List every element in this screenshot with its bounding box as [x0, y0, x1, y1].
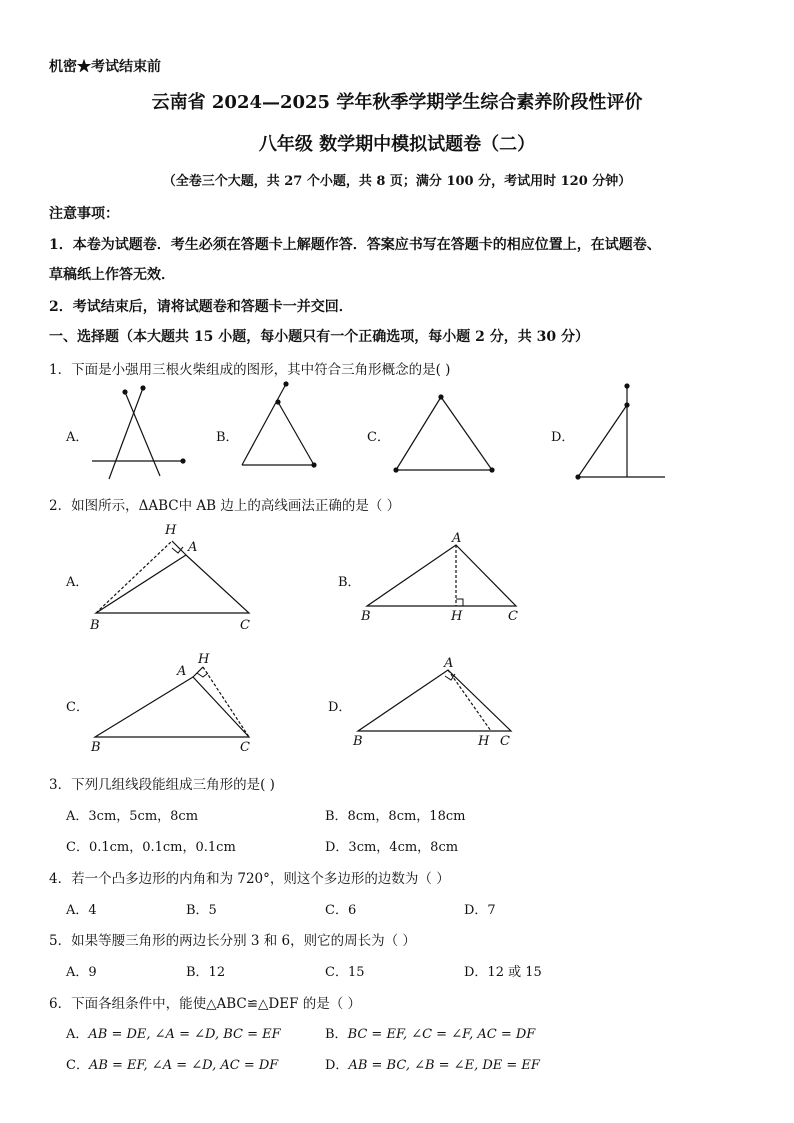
q2-figure-a: [96, 541, 249, 613]
q2-figure-c: [95, 667, 249, 737]
q4-option-b: B．5: [186, 903, 217, 918]
q5-stem: 5．如果等腰三角形的两边长分别 3 和 6，则它的周长为（ ）: [49, 933, 416, 949]
q4-option-c: C．6: [325, 903, 357, 918]
q2-stem: 2．如图所示，ΔABC中 AB 边上的高线画法正确的是（ ）: [49, 498, 401, 514]
q1-figure-c: [394, 395, 494, 472]
q2-label-c: C．: [66, 700, 89, 715]
q2a-point-a: A: [188, 540, 198, 555]
q6-option-c-text: AB = EF, ∠A = ∠D, AC = DF: [88, 1058, 279, 1073]
q2d-point-a: A: [444, 656, 454, 671]
q6-stem: 6．下面各组条件中，能使△ABC≌△DEF 的是（ ）: [49, 996, 362, 1012]
q2a-point-c: C: [240, 618, 250, 633]
q3-option-d: D．3cm，4cm，8cm: [325, 840, 459, 855]
q6-option-c-label: C．: [66, 1058, 89, 1073]
q4-stem: 4．若一个凸多边形的内角和为 720°，则这个多边形的边数为（ ）: [49, 871, 450, 887]
q6-option-a-text: AB = DE, ∠A = ∠D, BC = EF: [88, 1027, 281, 1042]
q2c-point-h: H: [198, 652, 210, 667]
q2-figure-b: [367, 545, 516, 606]
q1-figure-b: [242, 382, 316, 467]
q6-option-b-text: BC = EF, ∠C = ∠F, AC = DF: [347, 1027, 536, 1042]
q6-option-c: [66, 1054, 278, 1073]
q3-option-c: C．0.1cm，0.1cm，0.1cm: [66, 840, 236, 855]
q3-option-b: B．8cm，8cm，18cm: [325, 809, 466, 824]
q6-option-b: [325, 1023, 535, 1042]
q2d-point-b: B: [353, 734, 363, 749]
note-item-1-line2: 草稿纸上作答无效．: [49, 267, 175, 283]
q1-figures: [0, 380, 794, 490]
q5-option-b: B．12: [186, 965, 226, 980]
q2b-point-b: B: [361, 609, 371, 624]
q1-figure-d: [576, 384, 665, 479]
note-item-1-line1: 1．本卷为试题卷．考生必须在答题卡上解题作答．答案应书写在答题卡的相应位置上，在试题卷、: [49, 237, 661, 253]
q2d-point-c: C: [500, 734, 510, 749]
q6-option-d-label: D．: [325, 1058, 349, 1073]
q2-figures: [0, 515, 794, 760]
q2-label-d: D．: [328, 700, 352, 715]
q6-option-a-label: A．: [66, 1027, 89, 1042]
q1-label-a: A．: [66, 430, 89, 445]
q2-label-a: A．: [66, 575, 89, 590]
q5-option-c: C．15: [325, 965, 365, 980]
section1-heading: 一、选择题（本大题共 15 小题，每小题只有一个正确选项，每小题 2 分，共 30 分）: [49, 329, 589, 345]
q2c-point-c: C: [240, 740, 250, 755]
q3-stem: 3．下列几组线段能组成三角形的是( ): [49, 777, 275, 793]
q4-option-d: D．7: [464, 903, 496, 918]
q6-option-d-text: AB = BC, ∠B = ∠E, DE = EF: [348, 1058, 540, 1073]
q2b-point-h: H: [451, 609, 463, 624]
notes-heading: 注意事项：: [49, 206, 119, 222]
note-item-2: 2．考试结束后，请将试题卷和答题卡一并交回．: [49, 299, 353, 315]
q5-option-a: A．9: [66, 965, 97, 980]
q2-label-b: B．: [338, 575, 361, 590]
q6-option-a: [66, 1023, 281, 1042]
q2-figure-d: [358, 670, 511, 731]
q2c-point-b: B: [91, 740, 101, 755]
q6-option-b-label: B．: [325, 1027, 348, 1042]
q1-label-d: D．: [551, 430, 575, 445]
q1-label-b: B．: [216, 430, 239, 445]
q2b-point-c: C: [508, 609, 518, 624]
q2a-point-b: B: [90, 618, 100, 633]
q1-stem: 1．下面是小强用三根火柴组成的图形，其中符合三角形概念的是( ): [49, 362, 451, 378]
exam-title-line1: 云南省 2024—2025 学年秋季学期学生综合素养阶段性评价: [151, 92, 643, 113]
q1-label-c: C．: [367, 430, 390, 445]
q4-option-a: A．4: [66, 903, 97, 918]
exam-subtitle: （全卷三个大题，共 27 个小题，共 8 页；满分 100 分，考试用时 120 分钟）: [162, 174, 632, 189]
q6-option-d: [325, 1054, 540, 1073]
q2b-point-a: A: [452, 531, 462, 546]
q5-option-d: D．12 或 15: [464, 965, 542, 980]
q1-figure-a: [92, 386, 185, 479]
q2a-point-h: H: [165, 523, 177, 538]
exam-title-line2: 八年级 数学期中模拟试题卷（二）: [258, 134, 536, 155]
q3-option-a: A．3cm，5cm，8cm: [66, 809, 199, 824]
q2d-point-h: H: [478, 734, 490, 749]
q2c-point-a: A: [177, 664, 187, 679]
confidential-mark: 机密★考试结束前: [49, 59, 161, 75]
